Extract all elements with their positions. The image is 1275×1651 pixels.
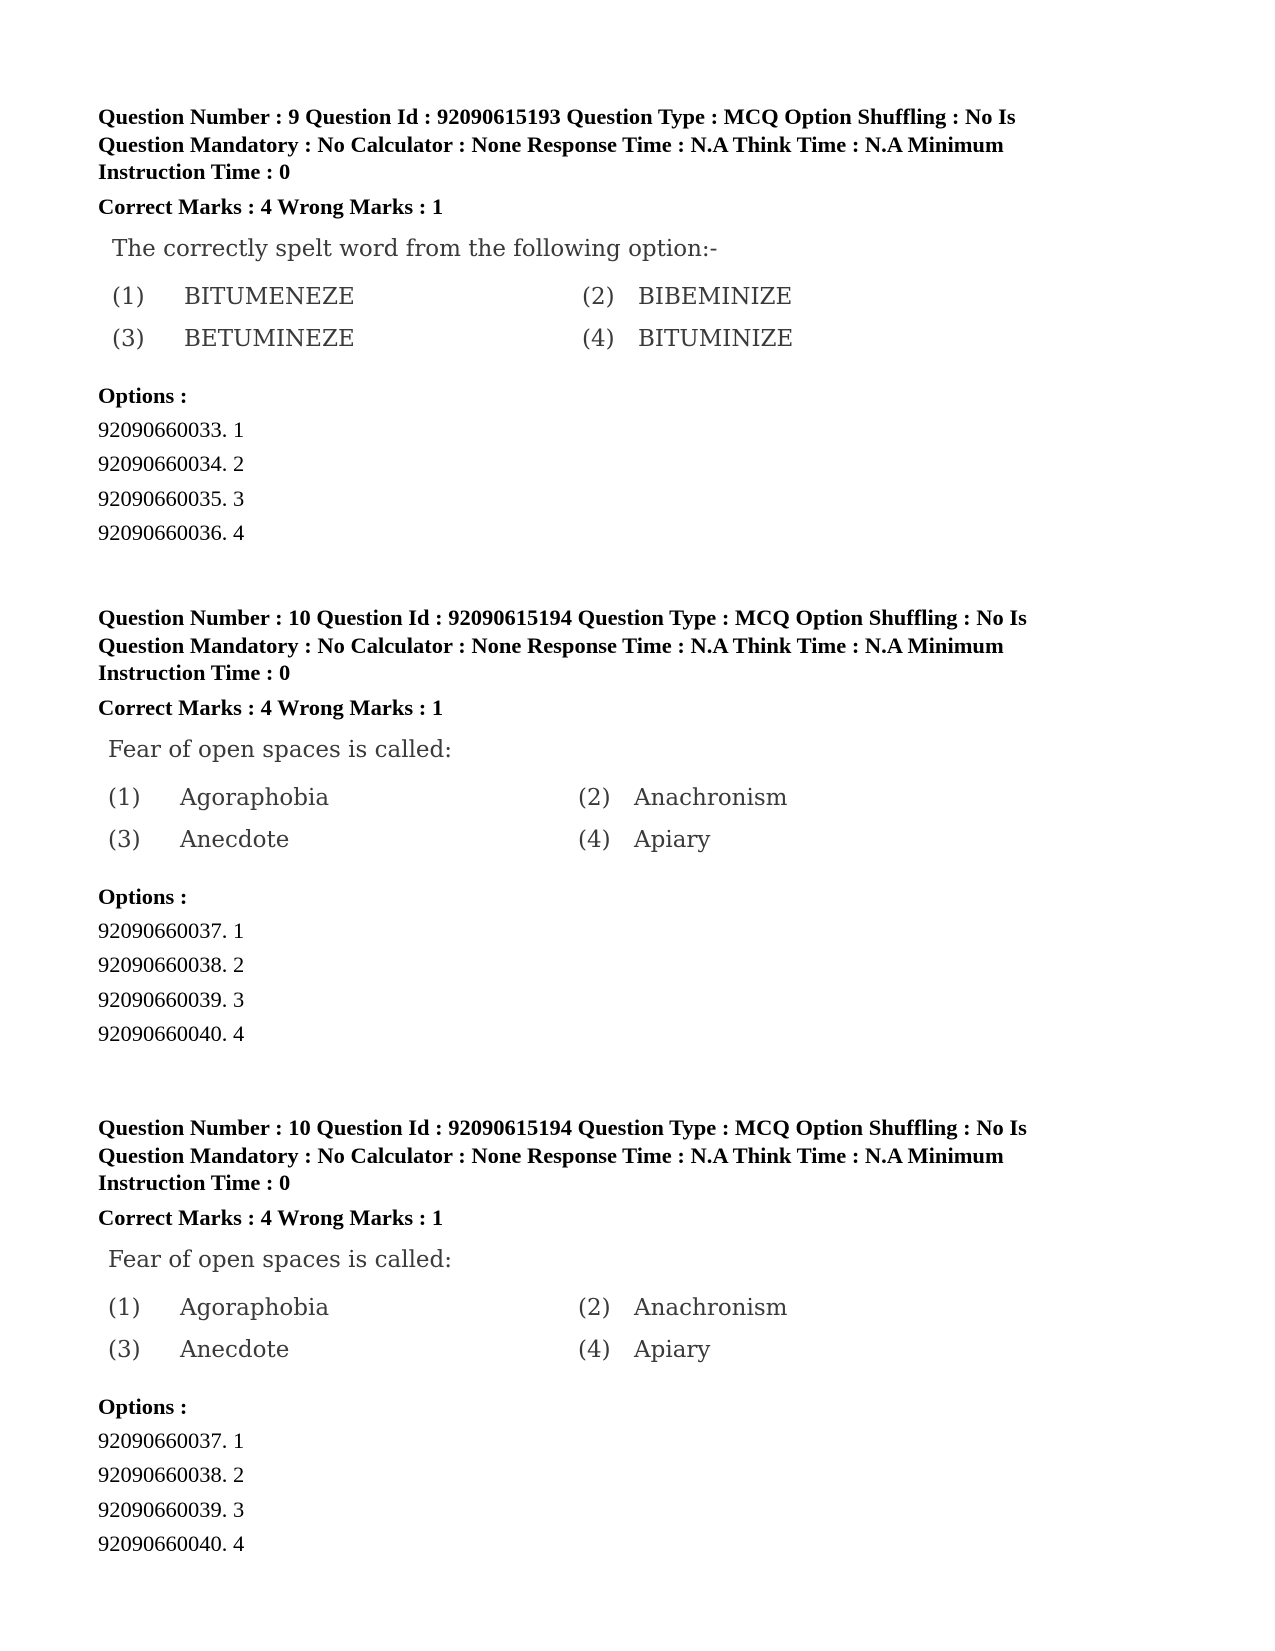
question-block [98, 103, 1178, 551]
question-text: Fear of open spaces is called: [108, 736, 453, 763]
choice-grid [108, 783, 1178, 855]
choice-text: Anecdote [180, 1336, 290, 1363]
question-header-line: Instruction Time : 0 [98, 1170, 291, 1195]
question-image [108, 735, 1178, 855]
option-item: 92090660038. 2 [98, 1462, 245, 1487]
choice-text: BITUMENEZE [184, 283, 355, 310]
choice-item [108, 825, 578, 855]
choice-text: BITUMINIZE [638, 325, 794, 352]
question-header-line: Question Number : 10 Question Id : 92090615194 Question Type : MCQ Option Shuffling : No Is [98, 605, 1027, 630]
marks-line: Correct Marks : 4 Wrong Marks : 1 [98, 193, 444, 219]
choice-item [578, 1335, 878, 1365]
choice-item [578, 1293, 878, 1323]
choice-item [112, 324, 582, 354]
option-item: 92090660038. 2 [98, 952, 245, 977]
question-text: Fear of open spaces is called: [108, 1246, 453, 1273]
choice-number: (2) [578, 1294, 611, 1321]
option-list [98, 1424, 1178, 1562]
choice-number: (3) [112, 325, 145, 352]
question-header [98, 1114, 1178, 1197]
question-header-line: Question Mandatory : No Calculator : None Response Time : N.A Think Time : N.A Minimum [98, 632, 1004, 658]
choice-item [582, 324, 882, 354]
question-header [98, 103, 1178, 186]
choice-number: (2) [578, 784, 611, 811]
choice-text: BETUMINEZE [184, 325, 355, 352]
option-item: 92090660035. 3 [98, 485, 245, 511]
choice-item [108, 1293, 578, 1323]
option-item: 92090660039. 3 [98, 986, 245, 1012]
choice-item [578, 825, 878, 855]
question-header-line: Question Mandatory : No Calculator : None Response Time : N.A Think Time : N.A Minimum [98, 131, 1004, 157]
choice-number: (1) [108, 784, 141, 811]
choice-text: BIBEMINIZE [638, 283, 793, 310]
option-list [98, 413, 1178, 551]
marks-line: Correct Marks : 4 Wrong Marks : 1 [98, 694, 444, 720]
options-label: Options : [98, 883, 188, 909]
choice-grid [112, 282, 1178, 354]
choice-number: (1) [112, 283, 145, 310]
question-header [98, 604, 1178, 687]
marks-line: Correct Marks : 4 Wrong Marks : 1 [98, 1204, 444, 1230]
choice-text: Agoraphobia [180, 784, 330, 811]
question-block [98, 1114, 1178, 1562]
choice-text: Anachronism [634, 1294, 788, 1321]
option-item: 92090660036. 4 [98, 520, 245, 545]
option-item: 92090660040. 4 [98, 1021, 245, 1046]
option-item: 92090660033. 1 [98, 416, 245, 442]
choice-text: Anachronism [634, 784, 788, 811]
question-image [108, 1245, 1178, 1365]
choice-number: (4) [578, 1336, 611, 1363]
choice-text: Apiary [634, 826, 711, 853]
question-header-line: Question Mandatory : No Calculator : None Response Time : N.A Think Time : N.A Minimum [98, 1142, 1004, 1168]
option-item: 92090660034. 2 [98, 451, 245, 476]
options-label: Options : [98, 1393, 188, 1419]
question-text: The correctly spelt word from the following option:- [112, 235, 718, 262]
question-image [112, 234, 1178, 354]
question-header-line: Instruction Time : 0 [98, 660, 291, 685]
choice-item [108, 783, 578, 813]
option-item: 92090660040. 4 [98, 1531, 245, 1556]
option-item: 92090660039. 3 [98, 1496, 245, 1522]
question-header-line: Question Number : 9 Question Id : 92090615193 Question Type : MCQ Option Shuffling : No Is [98, 104, 1016, 129]
question-header-line: Instruction Time : 0 [98, 159, 291, 184]
choice-item [108, 1335, 578, 1365]
choice-number: (4) [582, 325, 615, 352]
question-block [98, 604, 1178, 1052]
choice-item [112, 282, 582, 312]
choice-text: Anecdote [180, 826, 290, 853]
choice-item [578, 783, 878, 813]
choice-number: (1) [108, 1294, 141, 1321]
choice-number: (4) [578, 826, 611, 853]
question-header-line: Question Number : 10 Question Id : 92090615194 Question Type : MCQ Option Shuffling : No Is [98, 1115, 1027, 1140]
choice-text: Apiary [634, 1336, 711, 1363]
option-list [98, 914, 1178, 1052]
option-item: 92090660037. 1 [98, 1427, 245, 1453]
choice-number: (3) [108, 1336, 141, 1363]
choice-number: (2) [582, 283, 615, 310]
choice-number: (3) [108, 826, 141, 853]
choice-text: Agoraphobia [180, 1294, 330, 1321]
choice-item [582, 282, 882, 312]
options-label: Options : [98, 382, 188, 408]
choice-grid [108, 1293, 1178, 1365]
option-item: 92090660037. 1 [98, 917, 245, 943]
